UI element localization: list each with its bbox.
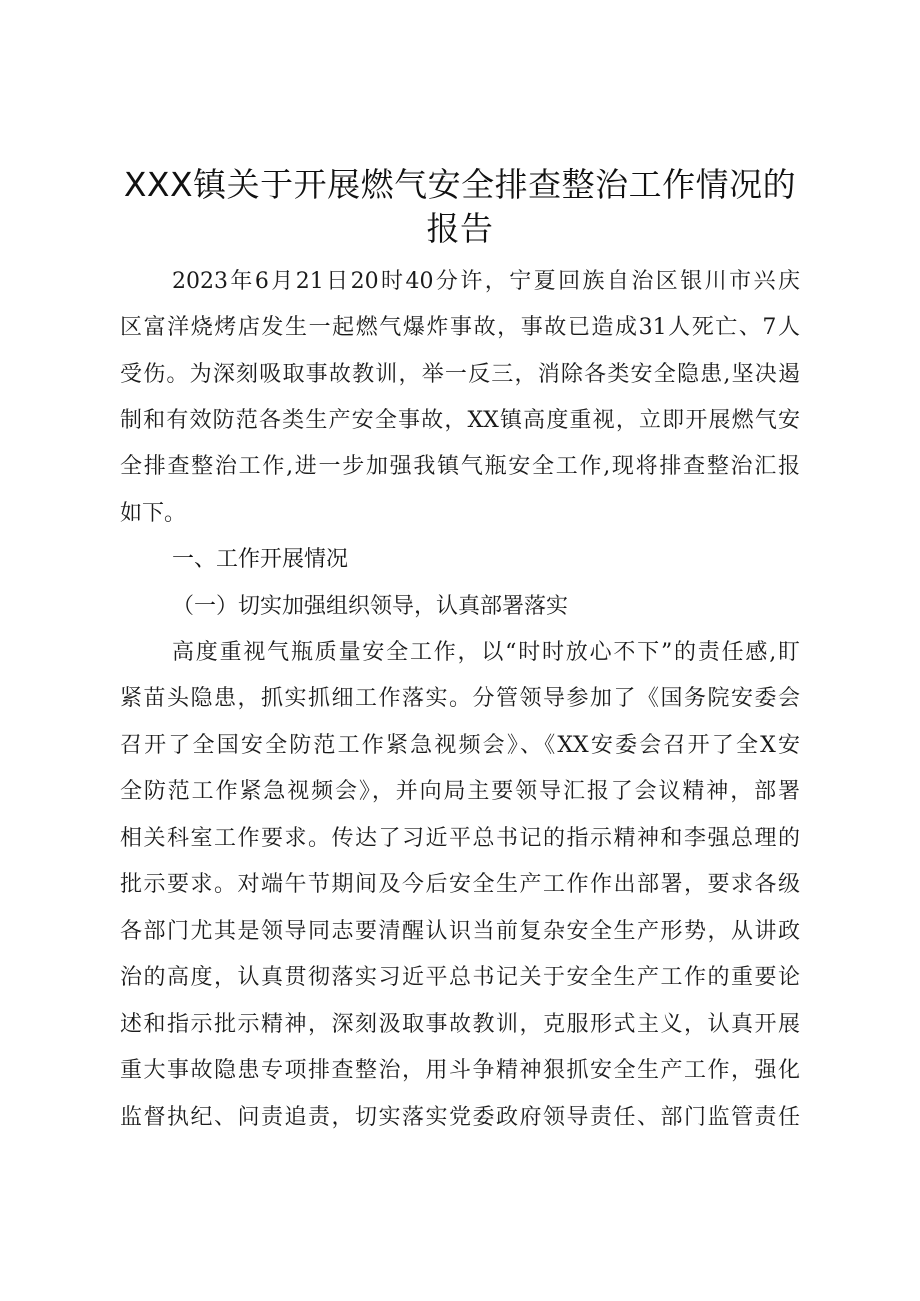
intro-paragraph-line: 如下。 bbox=[120, 501, 187, 526]
body-paragraph-line: 全防范工作紧急视频会》，并向局主要领导汇报了会议精神，部署 bbox=[120, 779, 800, 804]
body-paragraph-line: 高度重视气瓶质量安全工作，以“时时放心不下”的责任感,盯 bbox=[172, 640, 800, 665]
body-paragraph-line: 治的高度，认真贯彻落实习近平总书记关于安全生产工作的重要论 bbox=[120, 965, 800, 990]
body-paragraph-line: 召开了全国安全防范工作紧急视频会》、《XX安委会召开了全X安 bbox=[120, 733, 800, 758]
document-title-line-1: XXX镇关于开展燃气安全排查整治工作情况的 bbox=[123, 165, 797, 204]
body-paragraph-line: 各部门尤其是领导同志要清醒认识当前复杂安全生产形势，从讲政 bbox=[120, 919, 800, 944]
body-paragraph-line: 紧苗头隐患，抓实抓细工作落实。分管领导参加了《国务院安委会 bbox=[120, 686, 800, 711]
intro-paragraph-line: 全排查整治工作,进一步加强我镇气瓶安全工作,现将排查整治汇报 bbox=[120, 454, 800, 479]
body-paragraph-line: 相关科室工作要求。传达了习近平总书记的指示精神和李强总理的 bbox=[120, 826, 800, 851]
body-paragraph-line: 重大事故隐患专项排查整治，用斗争精神狠抓安全生产工作，强化 bbox=[120, 1058, 800, 1083]
body-paragraph-line: 述和指示批示精神，深刻汲取事故教训，克服形式主义，认真开展 bbox=[120, 1012, 800, 1037]
subsection-heading: （一）切实加强组织领导，认真部署落实 bbox=[172, 594, 569, 619]
body-paragraph-line: 监督执纪、问责追责，切实落实党委政府领导责任、部门监管责任 bbox=[120, 1105, 800, 1130]
intro-paragraph-line: 2023年6月21日20时40分许，宁夏回族自治区银川市兴庆 bbox=[172, 269, 800, 294]
intro-paragraph-line: 制和有效防范各类生产安全事故，XX镇高度重视，立即开展燃气安 bbox=[120, 408, 800, 433]
intro-paragraph-line: 受伤。为深刻吸取事故教训，举一反三，消除各类安全隐患,坚决遏 bbox=[120, 362, 800, 387]
document-title-line-2: 报告 bbox=[426, 209, 494, 248]
section-heading: 一、工作开展情况 bbox=[172, 547, 349, 572]
intro-paragraph-line: 区富洋烧烤店发生一起燃气爆炸事故，事故已造成31人死亡、7人 bbox=[120, 315, 800, 340]
body-paragraph-line: 批示要求。对端午节期间及今后安全生产工作作出部署，要求各级 bbox=[120, 872, 800, 897]
